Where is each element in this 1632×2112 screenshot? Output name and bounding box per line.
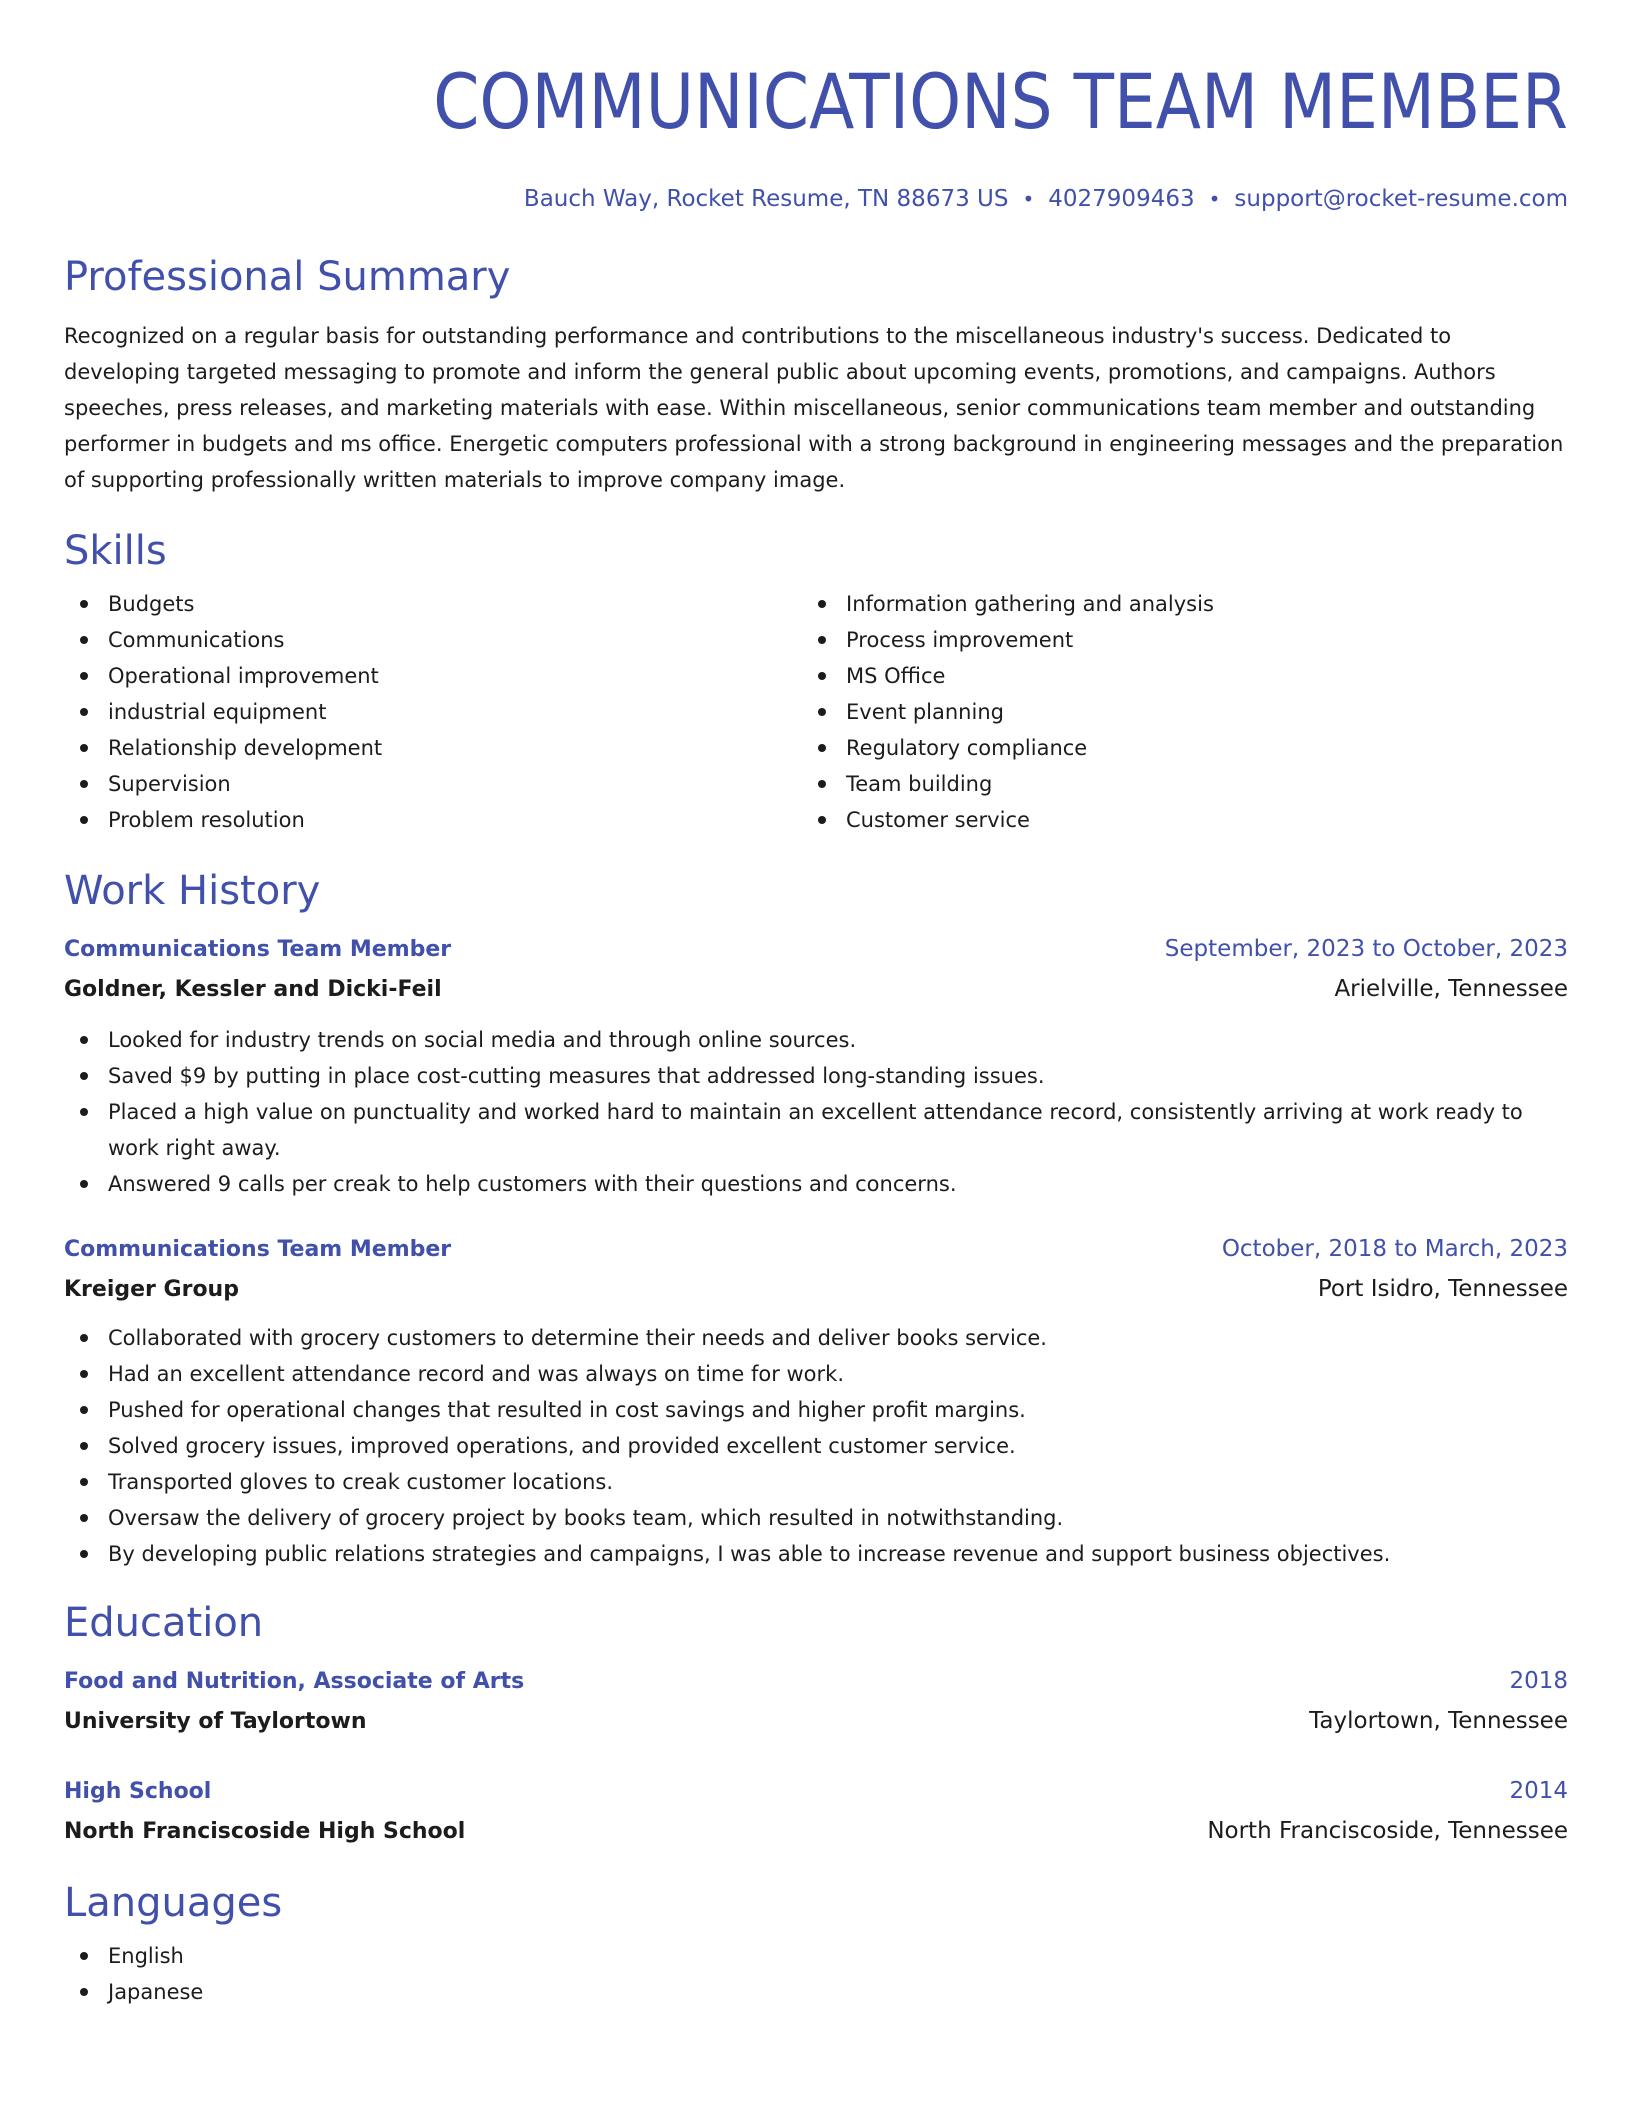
education-degree: High School [64, 1779, 212, 1804]
skill-item: Supervision [64, 766, 802, 802]
skill-item: Budgets [64, 586, 802, 622]
job-bullet: Pushed for operational changes that resulted in cost savings and higher profit margins. [64, 1392, 1568, 1428]
skill-item: Event planning [802, 694, 1540, 730]
job-bullet: Looked for industry trends on social media and through online sources. [64, 1022, 1568, 1058]
job-title: Communications Team Member [64, 1237, 452, 1262]
job-location: Port Isidro, Tennessee [1317, 1276, 1568, 1302]
candidate-name: COMMUNICATIONS TEAM MEMBER [433, 57, 1568, 146]
job-bullet: Saved $9 by putting in place cost-cutting measures that addressed long-standing issues. [64, 1058, 1568, 1094]
education-school-row [64, 1811, 1568, 1852]
education-header-row [64, 1772, 1568, 1811]
job-employer-row [64, 1269, 1568, 1310]
education-school: University of Taylortown [64, 1709, 367, 1734]
summary-section [64, 252, 1568, 498]
language-item: English [64, 1938, 1568, 1974]
contact-line [64, 184, 1568, 214]
skills-section [64, 526, 1568, 838]
education-heading: Education [64, 1600, 264, 1646]
job-bullet: Transported gloves to creak customer locations. [64, 1464, 1568, 1500]
work-history-heading: Work History [64, 868, 321, 914]
job-header-row [64, 930, 1568, 969]
education-year: 2018 [1509, 1668, 1568, 1694]
skills-grid [64, 586, 1568, 838]
job-bullet: Had an excellent attendance record and was always on time for work. [64, 1356, 1568, 1392]
contact-phone[interactable]: 4027909463 [1048, 186, 1195, 212]
education-school-row [64, 1701, 1568, 1742]
contact-separator: • [1208, 187, 1221, 211]
skill-item: industrial equipment [64, 694, 802, 730]
education-section [64, 1598, 1568, 1852]
job-bullet: Solved grocery issues, improved operations, and provided excellent customer service. [64, 1428, 1568, 1464]
education-header-row [64, 1662, 1568, 1701]
job-bullet: By developing public relations strategies and campaigns, I was able to increase revenue and support business objectives. [64, 1536, 1568, 1572]
contact-separator: • [1022, 187, 1035, 211]
job-employer-row [64, 969, 1568, 1010]
skill-item: Process improvement [802, 622, 1540, 658]
language-item: Japanese [64, 1974, 1568, 2010]
contact-email[interactable]: support@rocket-resume.com [1234, 186, 1568, 212]
job-header-row [64, 1230, 1568, 1269]
job-bullet: Answered 9 calls per creak to help customers with their questions and concerns. [64, 1166, 1568, 1202]
languages-heading: Languages [64, 1880, 283, 1926]
skill-item: MS Office [802, 658, 1540, 694]
skill-item: Regulatory compliance [802, 730, 1540, 766]
job-employer: Goldner, Kessler and Dicki-Feil [64, 977, 442, 1002]
education-location: North Franciscoside, Tennessee [1207, 1818, 1568, 1844]
skill-item: Operational improvement [64, 658, 802, 694]
work-history-section [64, 866, 1568, 1572]
job-entry [64, 1230, 1568, 1572]
languages-list [64, 1938, 1568, 2010]
education-school: North Franciscoside High School [64, 1819, 466, 1844]
education-entry [64, 1772, 1568, 1852]
job-location: Arielville, Tennessee [1334, 976, 1568, 1002]
contact-address: Bauch Way, Rocket Resume, TN 88673 US [523, 186, 1009, 212]
skill-item: Relationship development [64, 730, 802, 766]
education-entry [64, 1662, 1568, 1742]
job-employer: Kreiger Group [64, 1277, 239, 1302]
job-title: Communications Team Member [64, 937, 452, 962]
job-bullet: Oversaw the delivery of grocery project by books team, which resulted in notwithstanding. [64, 1500, 1568, 1536]
skill-item: Customer service [802, 802, 1540, 838]
job-bullets [64, 1320, 1568, 1572]
summary-text: Recognized on a regular basis for outstanding performance and contributions to the miscellaneous industry's success. Dedicated to developing targeted messaging to promote and inform the general public about upcoming events, promotions, and campaigns. Authors speeches, press releases, and marketing materials with ease. Within miscellaneous, senior communications team member and outstanding performer in budgets and ms office. Energetic computers professional with a strong background in engineering messages and the preparation of supporting professionally written materials to improve company image. [64, 324, 1564, 492]
education-location: Taylortown, Tennessee [1309, 1708, 1568, 1734]
job-dates: October, 2018 to March, 2023 [1221, 1236, 1568, 1262]
job-bullets [64, 1022, 1568, 1202]
languages-section [64, 1878, 1568, 2010]
education-year: 2014 [1509, 1778, 1568, 1804]
education-degree: Food and Nutrition, Associate of Arts [64, 1669, 525, 1694]
job-bullet: Collaborated with grocery customers to determine their needs and deliver books service. [64, 1320, 1568, 1356]
skills-heading: Skills [64, 528, 167, 574]
skill-item: Problem resolution [64, 802, 802, 838]
job-dates: September, 2023 to October, 2023 [1164, 936, 1568, 962]
job-entry [64, 930, 1568, 1202]
skill-item: Information gathering and analysis [802, 586, 1540, 622]
skills-list-right [802, 586, 1540, 838]
skills-list-left [64, 586, 802, 838]
skill-item: Communications [64, 622, 802, 658]
summary-heading: Professional Summary [64, 254, 511, 300]
job-bullet: Placed a high value on punctuality and worked hard to maintain an excellent attendance record, consistently arriving at work ready to work right away. [64, 1094, 1568, 1166]
skill-item: Team building [802, 766, 1540, 802]
